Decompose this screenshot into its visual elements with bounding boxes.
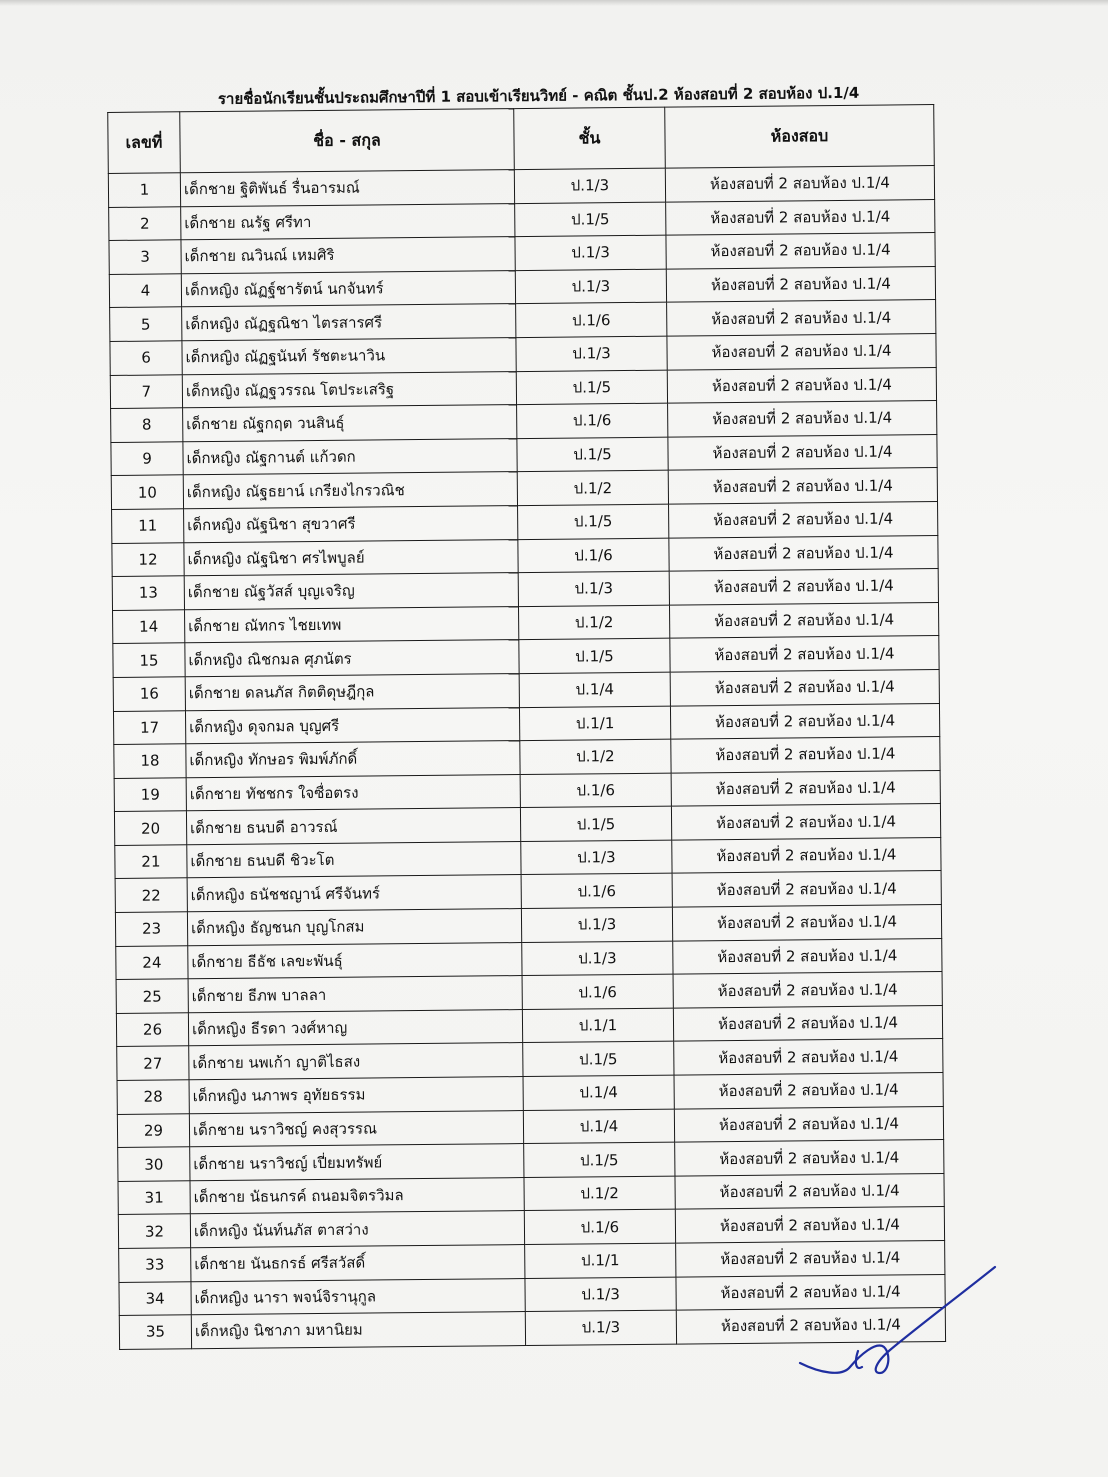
row-name: เด็กชาย ธีภพ บาลลา — [188, 976, 522, 1013]
row-class: ป.1/3 — [518, 571, 669, 606]
row-room: ห้องสอบที่ 2 สอบห้อง ป.1/4 — [666, 199, 935, 235]
row-name: เด็กหญิง ทักษอร พิมพ์ภักดิ์ — [186, 741, 520, 778]
row-class: ป.1/4 — [523, 1075, 674, 1110]
row-name: เด็กหญิง ณัฏฐณิชา ไตรสารศรี — [182, 304, 516, 341]
header-row — [108, 105, 935, 174]
row-room: ห้องสอบที่ 2 สอบห้อง ป.1/4 — [668, 434, 937, 470]
row-no: 33 — [119, 1248, 191, 1282]
row-no: 26 — [116, 1013, 188, 1047]
row-no: 25 — [116, 979, 188, 1013]
row-room: ห้องสอบที่ 2 สอบห้อง ป.1/4 — [667, 300, 936, 336]
row-name: เด็กชาย ณัฐวัสส์ บุญเจริญ — [184, 573, 518, 610]
row-room: ห้องสอบที่ 2 สอบห้อง ป.1/4 — [669, 535, 938, 571]
row-class: ป.1/3 — [514, 168, 665, 203]
row-class: ป.1/2 — [524, 1176, 675, 1211]
row-name: เด็กหญิง นันท์นภัส ตาสว่าง — [190, 1211, 524, 1248]
row-no: 34 — [119, 1281, 191, 1315]
row-class: ป.1/6 — [524, 1210, 675, 1245]
row-name: เด็กชาย นพเก้า ญาติไธสง — [189, 1043, 523, 1080]
row-room: ห้องสอบที่ 2 สอบห้อง ป.1/4 — [673, 1005, 942, 1041]
row-room: ห้องสอบที่ 2 สอบห้อง ป.1/4 — [671, 804, 940, 840]
row-room: ห้องสอบที่ 2 สอบห้อง ป.1/4 — [669, 501, 938, 537]
row-class: ป.1/5 — [516, 370, 667, 405]
row-name: เด็กหญิง ณัฏฐวรรณ โตประเสริฐ — [182, 371, 516, 408]
row-no: 19 — [114, 777, 186, 811]
student-table — [107, 104, 946, 1350]
row-name: เด็กหญิง ณิชกมล ศุภนัตร — [185, 640, 519, 677]
table-header — [108, 105, 935, 174]
row-class: ป.1/3 — [521, 907, 672, 942]
row-name: เด็กชาย ณรัฐ ศรีทา — [181, 203, 515, 240]
row-class: ป.1/5 — [520, 806, 671, 841]
row-class: ป.1/3 — [525, 1310, 676, 1345]
row-no: 32 — [118, 1214, 190, 1248]
row-no: 6 — [110, 341, 182, 375]
row-class: ป.1/3 — [515, 235, 666, 270]
header-no: เลขที่ — [108, 112, 181, 174]
header-name: ชื่อ - สกุล — [180, 109, 515, 173]
row-no: 10 — [111, 475, 183, 509]
row-class: ป.1/3 — [515, 269, 666, 304]
row-no: 21 — [115, 845, 187, 879]
document — [107, 80, 942, 1350]
row-no: 20 — [114, 811, 186, 845]
row-no: 28 — [117, 1080, 189, 1114]
row-room: ห้องสอบที่ 2 สอบห้อง ป.1/4 — [672, 905, 941, 941]
row-class: ป.1/2 — [520, 739, 671, 774]
header-class: ชั้น — [514, 107, 666, 169]
row-room: ห้องสอบที่ 2 สอบห้อง ป.1/4 — [671, 770, 940, 806]
row-class: ป.1/3 — [525, 1277, 676, 1312]
row-room: ห้องสอบที่ 2 สอบห้อง ป.1/4 — [671, 737, 940, 773]
row-no: 11 — [112, 509, 184, 543]
row-no: 31 — [118, 1181, 190, 1215]
row-name: เด็กชาย นันธกรธ์ ศรีสวัสดิ์ — [191, 1245, 525, 1282]
row-room: ห้องสอบที่ 2 สอบห้อง ป.1/4 — [665, 166, 934, 202]
document-title: รายชื่อนักเรียนชั้นประถมศึกษาปีที่ 1 สอบเข้าเรียนวิทย์ - คณิต ชั้นป.2 ห้องสอบที่ 2 สอบห้อง ป.1/4 — [217, 83, 860, 108]
row-room: ห้องสอบที่ 2 สอบห้อง ป.1/4 — [669, 602, 938, 638]
row-room: ห้องสอบที่ 2 สอบห้อง ป.1/4 — [675, 1207, 944, 1243]
row-name: เด็กหญิง ณัฐกานต์ แก้วดก — [183, 438, 517, 475]
row-class: ป.1/1 — [522, 1008, 673, 1043]
row-name: เด็กหญิง ณัฏฐ์ชารัตน์ นกจันทร์ — [181, 270, 515, 307]
row-name: เด็กหญิง ดุจกมล บุญศรี — [185, 707, 519, 744]
row-no: 13 — [112, 576, 184, 610]
row-name: เด็กหญิง นารา พจน์จิรานุกูล — [191, 1278, 525, 1315]
row-name: เด็กหญิง ณัฏฐนันท์ รัชตะนาวิน — [182, 338, 516, 375]
row-name: เด็กชาย ธีธัช เลขะพันธุ์ — [188, 942, 522, 979]
row-no: 16 — [113, 677, 185, 711]
row-no: 30 — [118, 1147, 190, 1181]
row-room: ห้องสอบที่ 2 สอบห้อง ป.1/4 — [666, 266, 935, 302]
row-no: 2 — [109, 206, 181, 240]
row-class: ป.1/5 — [519, 638, 670, 673]
row-class: ป.1/5 — [523, 1042, 674, 1077]
row-room: ห้องสอบที่ 2 สอบห้อง ป.1/4 — [676, 1241, 945, 1277]
row-class: ป.1/6 — [517, 403, 668, 438]
row-name: เด็กหญิง ณัฐนิชา ศรไพบูลย์ — [184, 539, 518, 576]
row-class: ป.1/5 — [515, 202, 666, 237]
row-name: เด็กชาย ดลนภัส กิตติดุษฎีกุล — [185, 673, 519, 710]
row-name: เด็กหญิง ณัฐนิชา สุขวาศรี — [184, 506, 518, 543]
row-name: เด็กชาย ธนบดี ชิวะโต — [187, 841, 521, 878]
row-room: ห้องสอบที่ 2 สอบห้อง ป.1/4 — [670, 636, 939, 672]
row-no: 3 — [109, 240, 181, 274]
row-room: ห้องสอบที่ 2 สอบห้อง ป.1/4 — [670, 669, 939, 705]
signature — [780, 1255, 1010, 1395]
header-room: ห้องสอบ — [665, 105, 935, 169]
row-no: 18 — [114, 744, 186, 778]
row-room: ห้องสอบที่ 2 สอบห้อง ป.1/4 — [676, 1308, 945, 1344]
row-room: ห้องสอบที่ 2 สอบห้อง ป.1/4 — [674, 1106, 943, 1142]
row-class: ป.1/5 — [524, 1142, 675, 1177]
row-class: ป.1/6 — [522, 974, 673, 1009]
row-name: เด็กชาย นัธนกรค์ ถนอมจิตรวิมล — [190, 1177, 524, 1214]
row-class: ป.1/4 — [519, 672, 670, 707]
row-class: ป.1/3 — [516, 336, 667, 371]
row-room: ห้องสอบที่ 2 สอบห้อง ป.1/4 — [672, 871, 941, 907]
row-no: 27 — [117, 1046, 189, 1080]
row-room: ห้องสอบที่ 2 สอบห้อง ป.1/4 — [675, 1140, 944, 1176]
row-no: 9 — [111, 442, 183, 476]
row-no: 29 — [117, 1113, 189, 1147]
row-no: 4 — [109, 274, 181, 308]
row-room: ห้องสอบที่ 2 สอบห้อง ป.1/4 — [672, 837, 941, 873]
row-name: เด็กหญิง ธนัชชญาน์ ศรีจันทร์ — [187, 875, 521, 912]
row-no: 24 — [116, 945, 188, 979]
row-class: ป.1/6 — [516, 303, 667, 338]
row-no: 15 — [113, 643, 185, 677]
row-name: เด็กหญิง นิชาภา มหานิยม — [191, 1312, 525, 1349]
row-room: ห้องสอบที่ 2 สอบห้อง ป.1/4 — [668, 468, 937, 504]
row-name: เด็กหญิง ธัญชนก บุญโกสม — [187, 909, 521, 946]
row-no: 7 — [110, 374, 182, 408]
row-class: ป.1/6 — [518, 538, 669, 573]
row-no: 17 — [113, 710, 185, 744]
row-room: ห้องสอบที่ 2 สอบห้อง ป.1/4 — [667, 367, 936, 403]
row-class: ป.1/5 — [518, 504, 669, 539]
row-room: ห้องสอบที่ 2 สอบห้อง ป.1/4 — [674, 1039, 943, 1075]
row-room: ห้องสอบที่ 2 สอบห้อง ป.1/4 — [666, 233, 935, 269]
row-name: เด็กชาย นราวิชญ์ เปี่ยมทรัพย์ — [190, 1144, 524, 1181]
row-no: 1 — [108, 173, 180, 207]
row-name: เด็กหญิง นภาพร อุทัยธรรม — [189, 1077, 523, 1114]
row-class: ป.1/2 — [518, 605, 669, 640]
row-class: ป.1/6 — [521, 874, 672, 909]
row-class: ป.1/1 — [519, 706, 670, 741]
row-name: เด็กชาย ธนบดี อาวรณ์ — [186, 808, 520, 845]
row-no: 22 — [115, 878, 187, 912]
row-name: เด็กชาย ณัฐกฤต วนสินธุ์ — [183, 405, 517, 442]
row-name: เด็กชาย ฐิติพันธ์ รื่นอารมณ์ — [180, 170, 514, 207]
row-room: ห้องสอบที่ 2 สอบห้อง ป.1/4 — [675, 1173, 944, 1209]
row-no: 14 — [113, 609, 185, 643]
row-room: ห้องสอบที่ 2 สอบห้อง ป.1/4 — [670, 703, 939, 739]
row-room: ห้องสอบที่ 2 สอบห้อง ป.1/4 — [668, 401, 937, 437]
paper-fold-shadow — [0, 0, 1108, 6]
row-room: ห้องสอบที่ 2 สอบห้อง ป.1/4 — [669, 569, 938, 605]
row-name: เด็กหญิง ณัฐธยาน์ เกรียงไกรวณิช — [183, 472, 517, 509]
row-class: ป.1/2 — [517, 470, 668, 505]
row-name: เด็กหญิง ธีรดา วงศ์หาญ — [188, 1009, 522, 1046]
row-name: เด็กชาย ณวินณ์ เหมศิริ — [181, 237, 515, 274]
row-room: ห้องสอบที่ 2 สอบห้อง ป.1/4 — [676, 1274, 945, 1310]
table-body — [108, 166, 945, 1350]
row-room: ห้องสอบที่ 2 สอบห้อง ป.1/4 — [673, 938, 942, 974]
row-no: 12 — [112, 542, 184, 576]
row-no: 35 — [119, 1315, 191, 1349]
row-no: 5 — [110, 307, 182, 341]
row-room: ห้องสอบที่ 2 สอบห้อง ป.1/4 — [667, 334, 936, 370]
row-name: เด็กชาย ทัชชกร ใจซื่อตรง — [186, 774, 520, 811]
row-class: ป.1/3 — [522, 941, 673, 976]
row-name: เด็กชาย ณัทกร ไชยเทพ — [185, 606, 519, 643]
row-name: เด็กชาย นราวิชญ์ คงสุวรรณ — [189, 1110, 523, 1147]
row-room: ห้องสอบที่ 2 สอบห้อง ป.1/4 — [673, 972, 942, 1008]
row-class: ป.1/3 — [521, 840, 672, 875]
row-class: ป.1/4 — [523, 1109, 674, 1144]
row-no: 8 — [111, 408, 183, 442]
row-class: ป.1/5 — [517, 437, 668, 472]
row-class: ป.1/6 — [520, 773, 671, 808]
row-no: 23 — [115, 912, 187, 946]
row-class: ป.1/1 — [525, 1243, 676, 1278]
row-room: ห้องสอบที่ 2 สอบห้อง ป.1/4 — [674, 1073, 943, 1109]
